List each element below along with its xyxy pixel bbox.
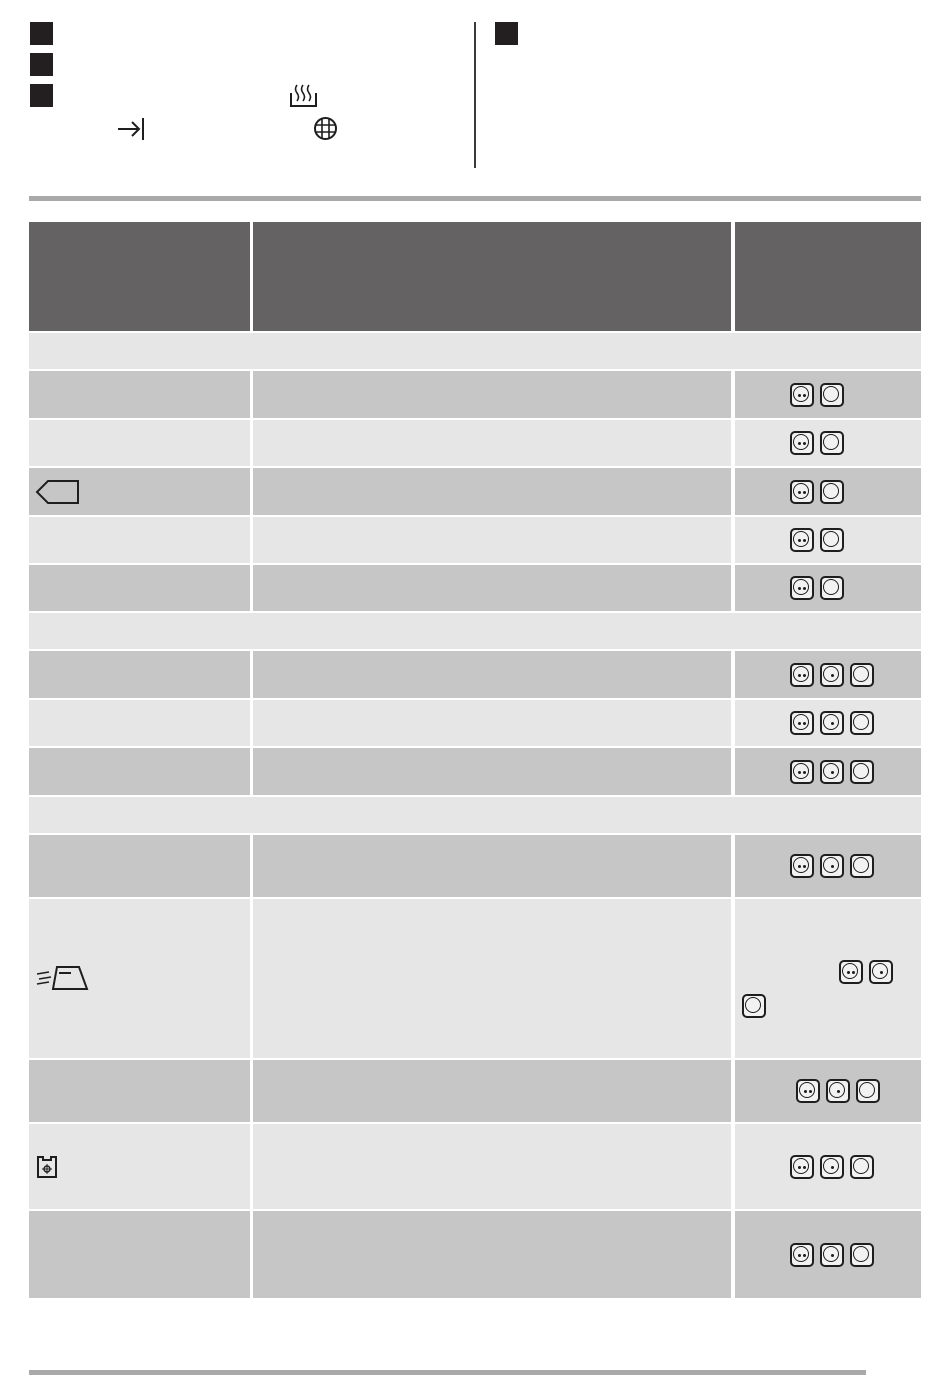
dryer-low-heat-icon xyxy=(826,1079,850,1103)
dryer-high-heat-icon xyxy=(790,760,814,784)
dryer-symbol-icon xyxy=(742,994,766,1018)
dryer-high-heat-icon xyxy=(790,528,814,552)
program-name-cell xyxy=(29,565,250,611)
dryer-symbol-icon xyxy=(850,711,874,735)
dryer-symbol-icon xyxy=(850,854,874,878)
section-rule-top xyxy=(29,196,921,201)
legend-marker-1 xyxy=(30,22,53,45)
garment-care-icon xyxy=(35,1154,59,1180)
dryer-high-heat-icon xyxy=(790,1155,814,1179)
program-description-cell xyxy=(253,371,731,418)
dryness-level-cell xyxy=(735,899,921,1058)
dryer-high-heat-icon xyxy=(790,854,814,878)
program-description-cell xyxy=(253,1060,731,1122)
program-description-cell xyxy=(253,748,731,795)
section-rule-bottom xyxy=(29,1370,866,1375)
program-name-cell xyxy=(29,420,250,466)
program-name-cell xyxy=(29,748,250,795)
dryer-symbol-icon xyxy=(820,383,844,407)
program-name-cell xyxy=(29,517,250,563)
dryer-high-heat-icon xyxy=(839,960,863,984)
arrow-to-line-icon xyxy=(116,117,146,141)
dryer-high-heat-icon xyxy=(790,663,814,687)
program-name-cell xyxy=(29,700,250,746)
program-name-cell xyxy=(29,835,250,897)
dryer-high-heat-icon xyxy=(790,383,814,407)
program-description-cell xyxy=(253,651,731,698)
section-row xyxy=(29,333,921,369)
dryer-low-heat-icon xyxy=(820,1243,844,1267)
section-row xyxy=(29,797,921,833)
program-name-cell xyxy=(29,1124,250,1209)
program-description-cell xyxy=(253,1211,731,1298)
program-description-cell xyxy=(253,517,731,563)
dryer-high-heat-icon xyxy=(790,431,814,455)
program-name-cell xyxy=(29,1211,250,1298)
program-description-cell xyxy=(253,899,731,1058)
dryer-symbol-icon xyxy=(856,1079,880,1103)
section-row xyxy=(29,613,921,649)
dryer-high-heat-icon xyxy=(790,576,814,600)
dryer-symbol-icon xyxy=(850,1243,874,1267)
program-name-cell xyxy=(29,1060,250,1122)
program-description-cell xyxy=(253,835,731,897)
program-description-cell xyxy=(253,700,731,746)
program-description-cell xyxy=(253,1124,731,1209)
table-header-cell xyxy=(253,222,731,331)
dryer-high-heat-icon xyxy=(790,480,814,504)
dryer-symbol-icon xyxy=(850,663,874,687)
legend-marker-4 xyxy=(495,22,518,45)
dryer-high-heat-icon xyxy=(790,1243,814,1267)
table-header-cell xyxy=(735,222,921,331)
dryer-low-heat-icon xyxy=(820,663,844,687)
dryer-high-heat-icon xyxy=(796,1079,820,1103)
dryer-low-heat-icon xyxy=(820,760,844,784)
dryer-low-heat-icon xyxy=(820,854,844,878)
dryer-high-heat-icon xyxy=(790,711,814,735)
program-name-cell xyxy=(29,651,250,698)
tag-label-icon xyxy=(35,479,81,505)
dryer-symbol-icon xyxy=(820,576,844,600)
dryer-symbol-icon xyxy=(820,480,844,504)
dryer-low-heat-icon xyxy=(869,960,893,984)
legend-marker-3 xyxy=(30,84,53,107)
dryer-symbol-icon xyxy=(820,528,844,552)
dryer-symbol-icon xyxy=(850,1155,874,1179)
dryer-low-heat-icon xyxy=(820,1155,844,1179)
table-header-cell xyxy=(29,222,250,331)
program-name-cell xyxy=(29,371,250,418)
legend-marker-2 xyxy=(30,53,53,76)
program-description-cell xyxy=(253,468,731,515)
column-divider xyxy=(474,22,476,168)
steam-icon xyxy=(289,83,319,109)
easy-iron-icon xyxy=(35,964,91,994)
program-description-cell xyxy=(253,565,731,611)
globe-grid-icon xyxy=(313,116,338,141)
dryer-low-heat-icon xyxy=(820,711,844,735)
dryer-symbol-icon xyxy=(850,760,874,784)
program-description-cell xyxy=(253,420,731,466)
dryer-symbol-icon xyxy=(820,431,844,455)
